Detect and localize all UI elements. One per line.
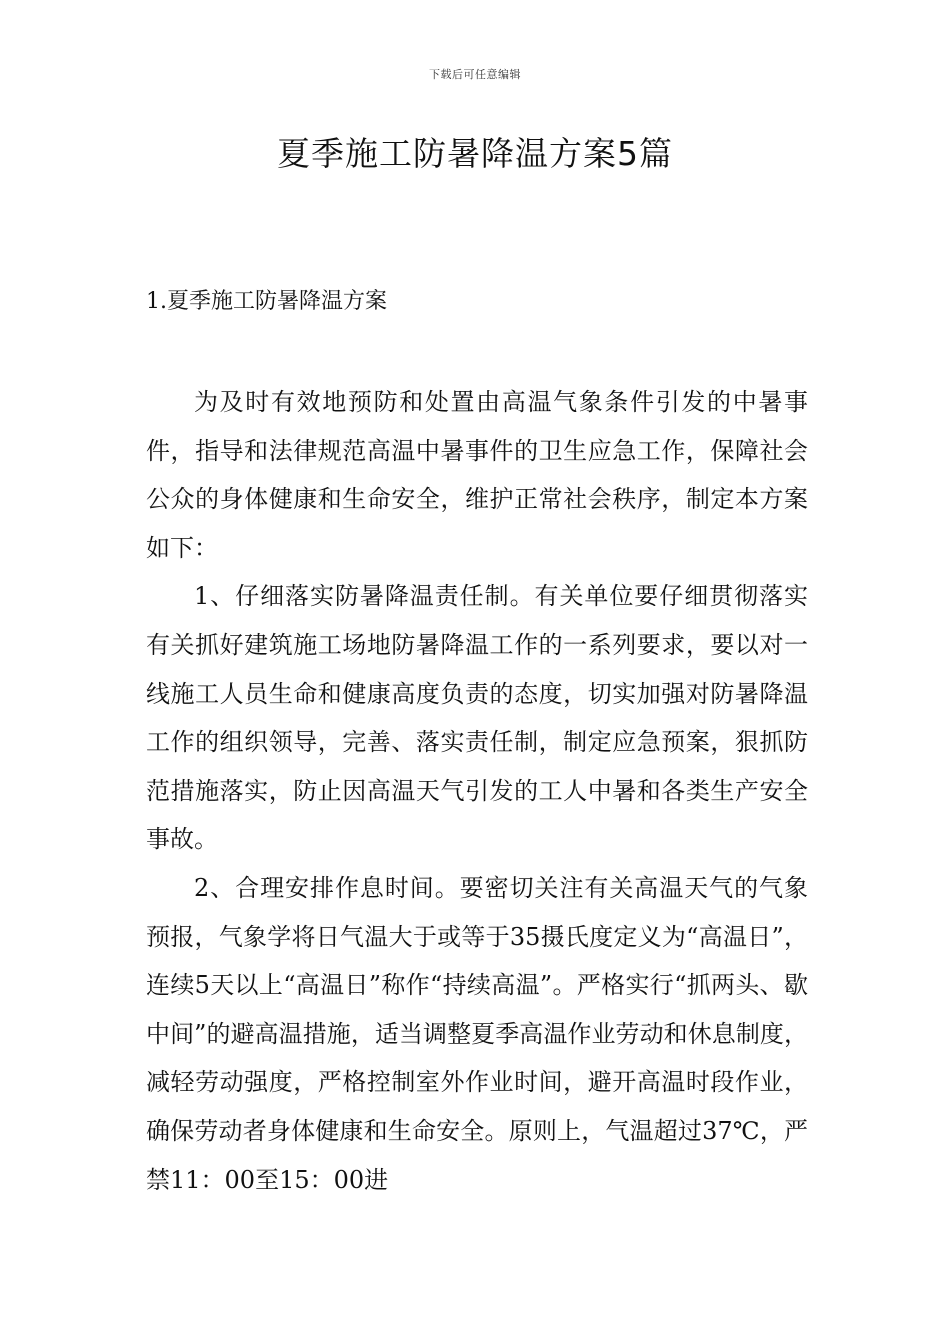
- document-title: 夏季施工防暑降温方案5篇: [277, 134, 673, 173]
- body-text: [146, 378, 808, 1204]
- header-note: 下载后可任意编辑: [429, 68, 521, 81]
- paragraph-schedule: 2、合理安排作息时间。要密切关注有关高温天气的气象预报，气象学将日气温大于或等于35摄氏度定义为“高温日”，连续5天以上“高温日”称作“持续高温”。严格实行“抓两头、歇中间”的避高温措施，适当调整夏季高温作业劳动和休息制度，减轻劳动强度，严格控制室外作业时间，避开高温时段作业，确保劳动者身体健康和生命安全。原则上，气温超过37℃，严禁11：00至15：00进: [146, 873, 808, 1194]
- section-heading: 1.夏季施工防暑降温方案: [146, 289, 387, 314]
- paragraph-responsibility: 1、仔细落实防暑降温责任制。有关单位要仔细贯彻落实有关抓好建筑施工场地防暑降温工作的一系列要求，要以对一线施工人员生命和健康高度负责的态度，切实加强对防暑降温工作的组织领导，完善、落实责任制，制定应急预案，狠抓防范措施落实，防止因高温天气引发的工人中暑和各类生产安全事故。: [146, 582, 808, 854]
- paragraph-intro: 为及时有效地预防和处置由高温气象条件引发的中暑事件，指导和法律规范高温中暑事件的卫生应急工作，保障社会公众的身体健康和生命安全，维护正常社会秩序，制定本方案如下：: [146, 388, 808, 562]
